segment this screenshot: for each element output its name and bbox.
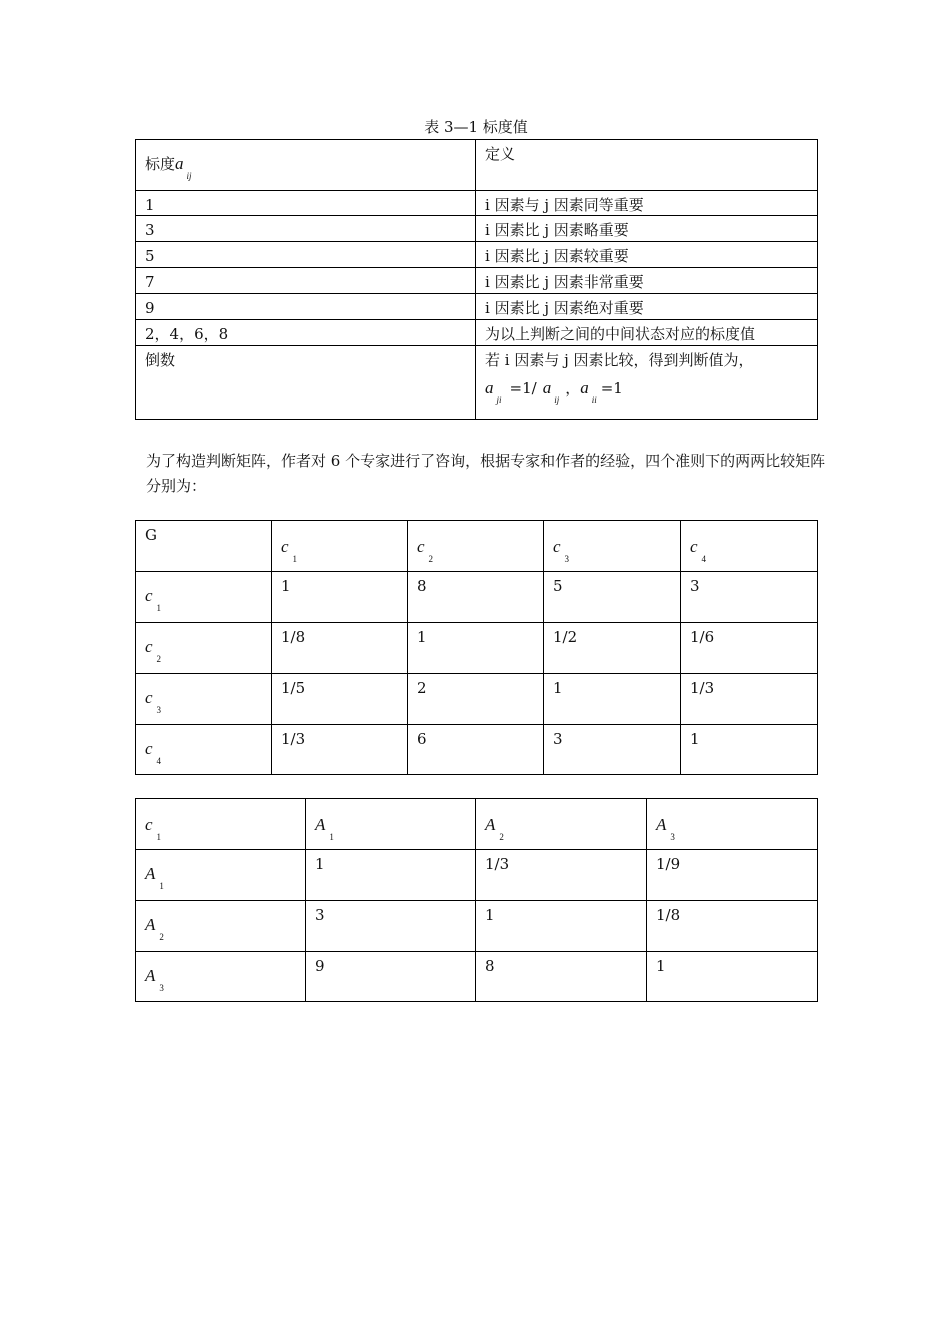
matrix-column-header (306, 799, 476, 850)
criterion-subscript: 4 (701, 554, 707, 564)
scale-value: 7 (136, 268, 476, 294)
criterion-symbol: c (281, 537, 289, 556)
matrix-row-header (136, 623, 272, 674)
matrix-cell: 3 (544, 725, 681, 775)
table-header-row (136, 140, 818, 191)
matrix-cell: 1/8 (272, 623, 408, 674)
matrix-cell: 6 (408, 725, 544, 775)
criterion-subscript: 2 (156, 654, 162, 664)
criterion-symbol: c (690, 537, 698, 556)
matrix-cell: 1 (647, 952, 818, 1002)
alternative-symbol: A (145, 915, 156, 934)
scale-table (135, 139, 818, 420)
matrix-cell: 1 (476, 901, 647, 952)
criterion-symbol: c (145, 815, 153, 834)
scale-value: 倒数 (136, 346, 476, 420)
matrix-column-header (408, 521, 544, 572)
matrix-c1-table (135, 798, 818, 1002)
matrix-cell: 1/5 (272, 674, 408, 725)
scale-value: 2，4，6，8 (136, 320, 476, 346)
matrix-cell: 1/3 (476, 850, 647, 901)
header-scale-subscript: ij (186, 171, 192, 181)
criterion-symbol: c (417, 537, 425, 556)
criterion-symbol: c (145, 586, 153, 605)
formula-text: =1/ (509, 379, 537, 397)
matrix-row-header (136, 674, 272, 725)
alternative-subscript: 3 (670, 832, 675, 842)
matrix-column-header (476, 799, 647, 850)
table-row (136, 216, 818, 242)
scale-definition: 为以上判断之间的中间状态对应的标度值 (476, 320, 818, 346)
criterion-subscript: 1 (156, 832, 162, 842)
criterion-subscript: 4 (156, 756, 162, 766)
matrix-row (136, 572, 818, 623)
matrix-cell: 5 (544, 572, 681, 623)
scale-definition: i 因素比 j 因素略重要 (476, 216, 818, 242)
matrix-cell: 3 (681, 572, 818, 623)
matrix-cell: 1/3 (681, 674, 818, 725)
header-definition-cell: 定义 (476, 140, 818, 191)
matrix-column-header (647, 799, 818, 850)
alternative-symbol: A (656, 815, 667, 834)
scale-definition: i 因素比 j 因素较重要 (476, 242, 818, 268)
alternative-subscript: 1 (159, 881, 164, 891)
alternative-subscript: 3 (159, 983, 164, 993)
table-row (136, 191, 818, 216)
scale-definition (476, 346, 818, 420)
table-row (136, 320, 818, 346)
scale-value: 9 (136, 294, 476, 320)
criterion-symbol: c (553, 537, 561, 556)
criterion-symbol: c (145, 739, 153, 758)
criterion-symbol: c (145, 688, 153, 707)
scale-definition: i 因素比 j 因素绝对重要 (476, 294, 818, 320)
matrix-row (136, 952, 818, 1002)
header-scale-symbol: a (175, 154, 184, 173)
formula-subscript: ji (496, 395, 502, 405)
matrix-cell: 1 (306, 850, 476, 901)
matrix-row-header (136, 901, 306, 952)
scale-value: 5 (136, 242, 476, 268)
matrix-row-header (136, 725, 272, 775)
matrix-cell: 2 (408, 674, 544, 725)
matrix-header-row (136, 521, 818, 572)
matrix-cell: 3 (306, 901, 476, 952)
matrix-column-header (272, 521, 408, 572)
formula-symbol: a (542, 378, 552, 397)
matrix-row (136, 850, 818, 901)
table-row (136, 294, 818, 320)
alternative-symbol: A (145, 864, 156, 883)
matrix-cell: 8 (408, 572, 544, 623)
matrix-row-header (136, 850, 306, 901)
matrix-row-header (136, 572, 272, 623)
alternative-subscript: 2 (159, 932, 164, 942)
matrix-corner-label (136, 799, 306, 850)
alternative-subscript: 2 (499, 832, 504, 842)
alternative-symbol: A (315, 815, 326, 834)
matrix-cell: 1 (544, 674, 681, 725)
scale-value: 3 (136, 216, 476, 242)
table-caption: 表 3—1 标度值 (424, 118, 528, 136)
formula-symbol: a (580, 378, 589, 397)
formula-separator: ， (565, 379, 581, 397)
matrix-cell: 1/9 (647, 850, 818, 901)
scale-definition: i 因素与 j 因素同等重要 (476, 191, 818, 216)
criterion-subscript: 1 (292, 554, 298, 564)
matrix-row (136, 623, 818, 674)
formula-subscript: ij (554, 395, 560, 405)
scale-value: 1 (136, 191, 476, 216)
matrix-cell: 1 (408, 623, 544, 674)
table-row (136, 268, 818, 294)
table-row (136, 346, 818, 420)
matrix-cell: 1/6 (681, 623, 818, 674)
table-row (136, 242, 818, 268)
matrix-row (136, 901, 818, 952)
matrix-cell: 1 (272, 572, 408, 623)
alternative-subscript: 1 (329, 832, 334, 842)
alternative-symbol: A (145, 966, 156, 985)
matrix-cell: 1/3 (272, 725, 408, 775)
matrix-corner-label: G (136, 521, 272, 572)
matrix-column-header (544, 521, 681, 572)
criterion-subscript: 3 (564, 554, 570, 564)
reciprocal-formula (485, 378, 808, 408)
matrix-cell: 9 (306, 952, 476, 1002)
intro-paragraph: 为了构造判断矩阵，作者对 6 个专家进行了咨询，根据专家和作者的经验，四个准则下的两两比较矩阵分别为： (146, 452, 826, 495)
alternative-symbol: A (485, 815, 496, 834)
criterion-subscript: 3 (156, 705, 162, 715)
matrix-column-header (681, 521, 818, 572)
formula-subscript: ii (591, 395, 597, 405)
criterion-subscript: 1 (156, 603, 162, 613)
matrix-row (136, 674, 818, 725)
criterion-symbol: c (145, 637, 153, 656)
matrix-cell: 8 (476, 952, 647, 1002)
matrix-row (136, 725, 818, 775)
matrix-cell: 1 (681, 725, 818, 775)
matrix-cell: 1/2 (544, 623, 681, 674)
criterion-subscript: 2 (428, 554, 434, 564)
matrix-row-header (136, 952, 306, 1002)
header-scale-label: 标度 (145, 155, 176, 173)
matrix-cell: 1/8 (647, 901, 818, 952)
matrix-header-row (136, 799, 818, 850)
reciprocal-definition-text: 若 i 因素与 j 因素比较，得到判断值为， (485, 351, 754, 369)
matrix-g-table (135, 520, 818, 775)
formula-text: =1 (600, 379, 623, 397)
scale-definition: i 因素比 j 因素非常重要 (476, 268, 818, 294)
formula-symbol: a (485, 378, 494, 397)
header-scale-cell (136, 140, 476, 191)
